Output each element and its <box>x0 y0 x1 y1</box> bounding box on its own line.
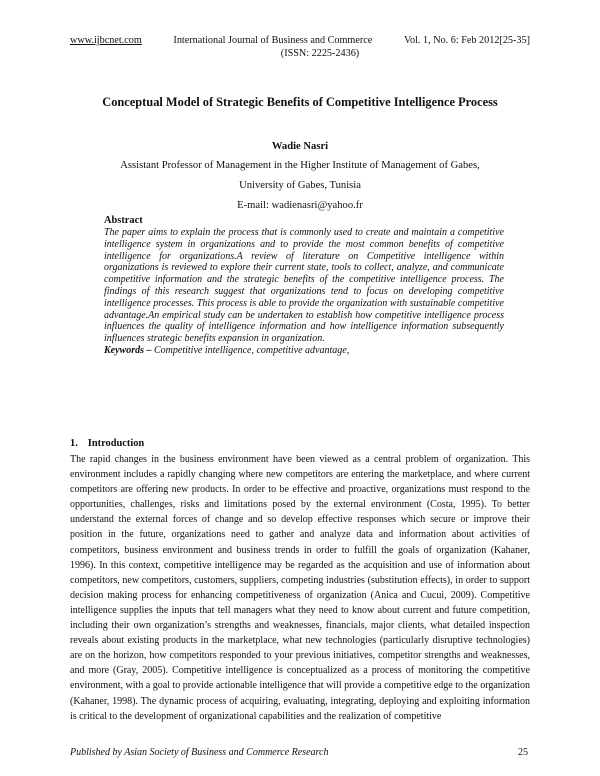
introduction-body: The rapid changes in the business environment have been viewed as a central problem of organization. This environment includes a rapidly changing where new competitors are entering the marketplace, and where current competitors are offering new products. In order to be effective and proactive, organizations must respond to the opportunities, challenges, risks and limitations posed by the external environment (Costa, 1995). To better understand the external forces of change and so develop effective responses which secure or improve their position in the future, organizations need to gather and analyze data and information about activities of competitors, business environment and business trends in order to fulfill the goals of organization (Kahaner, 1996). In this context, competitive intelligence may be regarded as the acquisition and use of information about competitors, new competitors, customers, suppliers, competing industries (substitution effects), in order to support decision making process for enhancing competitiveness of organization (Anica and Cucui, 2009). Competitive intelligence supplies the inputs that tell managers what they need to know about current and future competition, including their own organization’s strengths and weaknesses, financials, major clients, what detailed inspection reveals about existing products in the marketplace, what new technologies (particularly disruptive technologies) are on the horizon, how competitors responded to your previous initiatives, competitor strengths and weaknesses, and more (Gray, 2005). Competitive intelligence is conceptualized as a process of monitoring the competitive environment, with a goal to provide actionable intelligence that will provide a competitive edge to the organization (Kahaner, 1998). The dynamic process of acquiring, evaluating, integrating, deploying and exploiting information is critical to the development of organizational capabilities and the realization of competitive <box>70 454 530 722</box>
keywords <box>104 345 504 357</box>
abstract-heading: Abstract <box>104 215 143 226</box>
section-number: 1. <box>70 438 78 449</box>
issn: (ISSN: 2225-2436) <box>280 48 360 59</box>
page-number: 25 <box>518 747 528 758</box>
page-footer <box>70 747 528 758</box>
section-title: Introduction <box>87 438 145 449</box>
running-header <box>70 34 530 60</box>
publisher-note: Published by Asian Society of Business and Commerce Research <box>70 747 329 758</box>
abstract-section <box>104 215 504 357</box>
author-university: University of Gabes, Tunisia <box>239 180 361 191</box>
abstract-text: The paper aims to explain the process that is commonly used to create and maintain a competitive intelligence system in organizations and to provide the most common benefits of competitive intelligence for organizations.A review of literature on Competitive intelligence within organizations is reviewed to explore their current state, tools to collect, analyze, and communicate competitive information and the strategic benefits of the competitive intelligence process. The findings of this research suggest that organizations tend to focus on developing competitive intelligence processes. This process is able to provide the organization with sustainable competitive advantage.An empirical study can be undertaken to establish how competitive intelligence process influences the quality of intelligence information and how intelligence information subsequently influences strategic benefits expansion in organization. <box>104 227 504 345</box>
keywords-list: Competitive intelligence, competitive advantage, <box>154 344 350 356</box>
journal-name: International Journal of Business and Commerce <box>173 35 373 46</box>
keywords-label: Keywords – <box>104 344 152 356</box>
author-email: E-mail: wadienasri@yahoo.fr <box>237 200 363 211</box>
journal-website-link[interactable]: www.ijbcnet.com <box>70 35 142 46</box>
paper-title: Conceptual Model of Strategic Benefits of Competitive Intelligence Process <box>102 95 498 109</box>
volume-info: Vol. 1, No. 6: Feb 2012[25-35] <box>403 35 530 46</box>
author-name: Wadie Nasri <box>271 141 329 152</box>
author-affiliation: Assistant Professor of Management in the Higher Institute of Management of Gabes, <box>120 160 480 171</box>
section-heading-introduction <box>70 438 144 449</box>
